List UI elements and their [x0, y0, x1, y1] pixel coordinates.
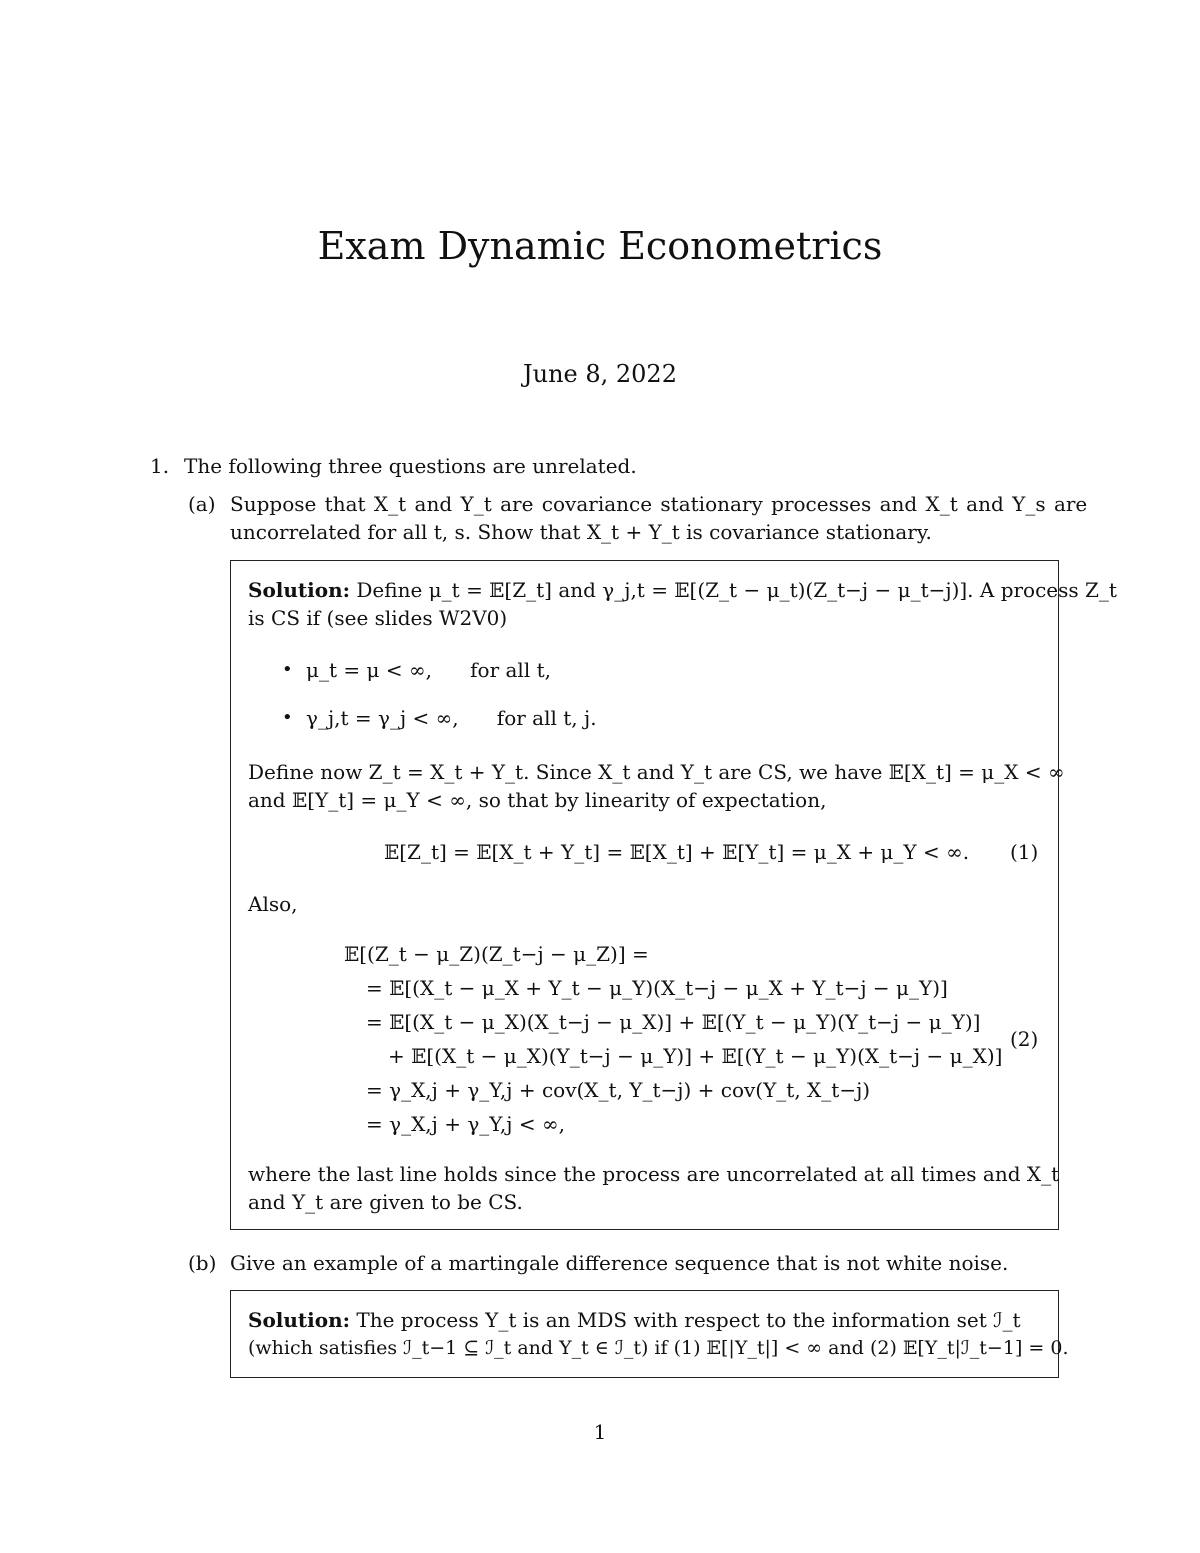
question-intro: The following three questions are unrelated.	[184, 454, 637, 478]
equation-2-line: = 𝔼[(X_t − μ_X + Y_t − μ_Y)(X_t−j − μ_X + Y_t−j − μ_Y)]	[366, 976, 948, 1000]
equation-2-line: 𝔼[(Z_t − μ_Z)(Z_t−j − μ_Z)] =	[344, 942, 649, 966]
solution-b-lead: Solution:	[248, 1308, 351, 1332]
solution-a-line2: is CS if (see slides W2V0)	[248, 606, 508, 630]
exam-date: June 8, 2022	[523, 360, 677, 388]
solution-a-line5: where the last line holds since the process are uncorrelated at all times and X_t	[248, 1162, 1060, 1186]
solution-a-line1	[248, 576, 1117, 604]
solution-b-line1	[248, 1306, 1021, 1334]
part-a-label: (a)	[188, 492, 216, 516]
question-number: 1.	[150, 454, 170, 478]
cs-condition-mean: μ_t = μ < ∞, for all t,	[306, 658, 551, 682]
part-a-line1: Suppose that X_t and Y_t are covariance stationary processes and X_t and Y_s are	[230, 492, 1088, 516]
page-title: Exam Dynamic Econometrics	[317, 224, 883, 268]
equation-1: 𝔼[Z_t] = 𝔼[X_t + Y_t] = 𝔼[X_t] + 𝔼[Y_t] = μ_X + μ_Y < ∞.	[384, 840, 970, 864]
bullet-marker: •	[282, 659, 293, 680]
equation-2-line: + 𝔼[(X_t − μ_X)(Y_t−j − μ_Y)] + 𝔼[(Y_t − μ_Y)(X_t−j − μ_X)]	[388, 1044, 1003, 1068]
part-b-line1: Give an example of a martingale difference sequence that is not white noise.	[230, 1251, 1009, 1275]
part-a-line2: uncorrelated for all t, s. Show that X_t + Y_t is covariance stationary.	[230, 520, 932, 544]
equation-1-number: (1)	[1010, 840, 1039, 864]
solution-a-line6: and Y_t are given to be CS.	[248, 1190, 523, 1214]
equation-2-line: = γ_X,j + γ_Y,j + cov(X_t, Y_t−j) + cov(Y_t, X_t−j)	[366, 1078, 871, 1102]
equation-2-line: = γ_X,j + γ_Y,j < ∞,	[366, 1112, 565, 1136]
equation-2-line: = 𝔼[(X_t − μ_X)(X_t−j − μ_X)] + 𝔼[(Y_t − μ_Y)(Y_t−j − μ_Y)]	[366, 1010, 981, 1034]
solution-a-also: Also,	[248, 892, 298, 916]
solution-a-line4: and 𝔼[Y_t] = μ_Y < ∞, so that by linearity of expectation,	[248, 788, 827, 812]
part-b-label: (b)	[188, 1251, 217, 1275]
page-number: 1	[593, 1420, 607, 1444]
bullet-marker: •	[282, 707, 293, 728]
solution-a-line3: Define now Z_t = X_t + Y_t. Since X_t and Y_t are CS, we have 𝔼[X_t] = μ_X < ∞	[248, 760, 1065, 784]
solution-a-lead: Solution:	[248, 578, 351, 602]
cs-condition-autocov: γ_j,t = γ_j < ∞, for all t, j.	[306, 706, 597, 730]
equation-2-number: (2)	[1010, 1027, 1039, 1051]
solution-b-line2: (which satisfies ℐ_t−1 ⊆ ℐ_t and Y_t ∈ ℐ_t) if (1) 𝔼[|Y_t|] < ∞ and (2) 𝔼[Y_t|ℐ_t−1] = 0.	[248, 1337, 1069, 1359]
solution-b-line1-text: The process Y_t is an MDS with respect to the information set ℐ_t	[356, 1308, 1021, 1332]
solution-a-line1-text: Define μ_t = 𝔼[Z_t] and γ_j,t = 𝔼[(Z_t − μ_t)(Z_t−j − μ_t−j)]. A process Z_t	[356, 578, 1117, 602]
